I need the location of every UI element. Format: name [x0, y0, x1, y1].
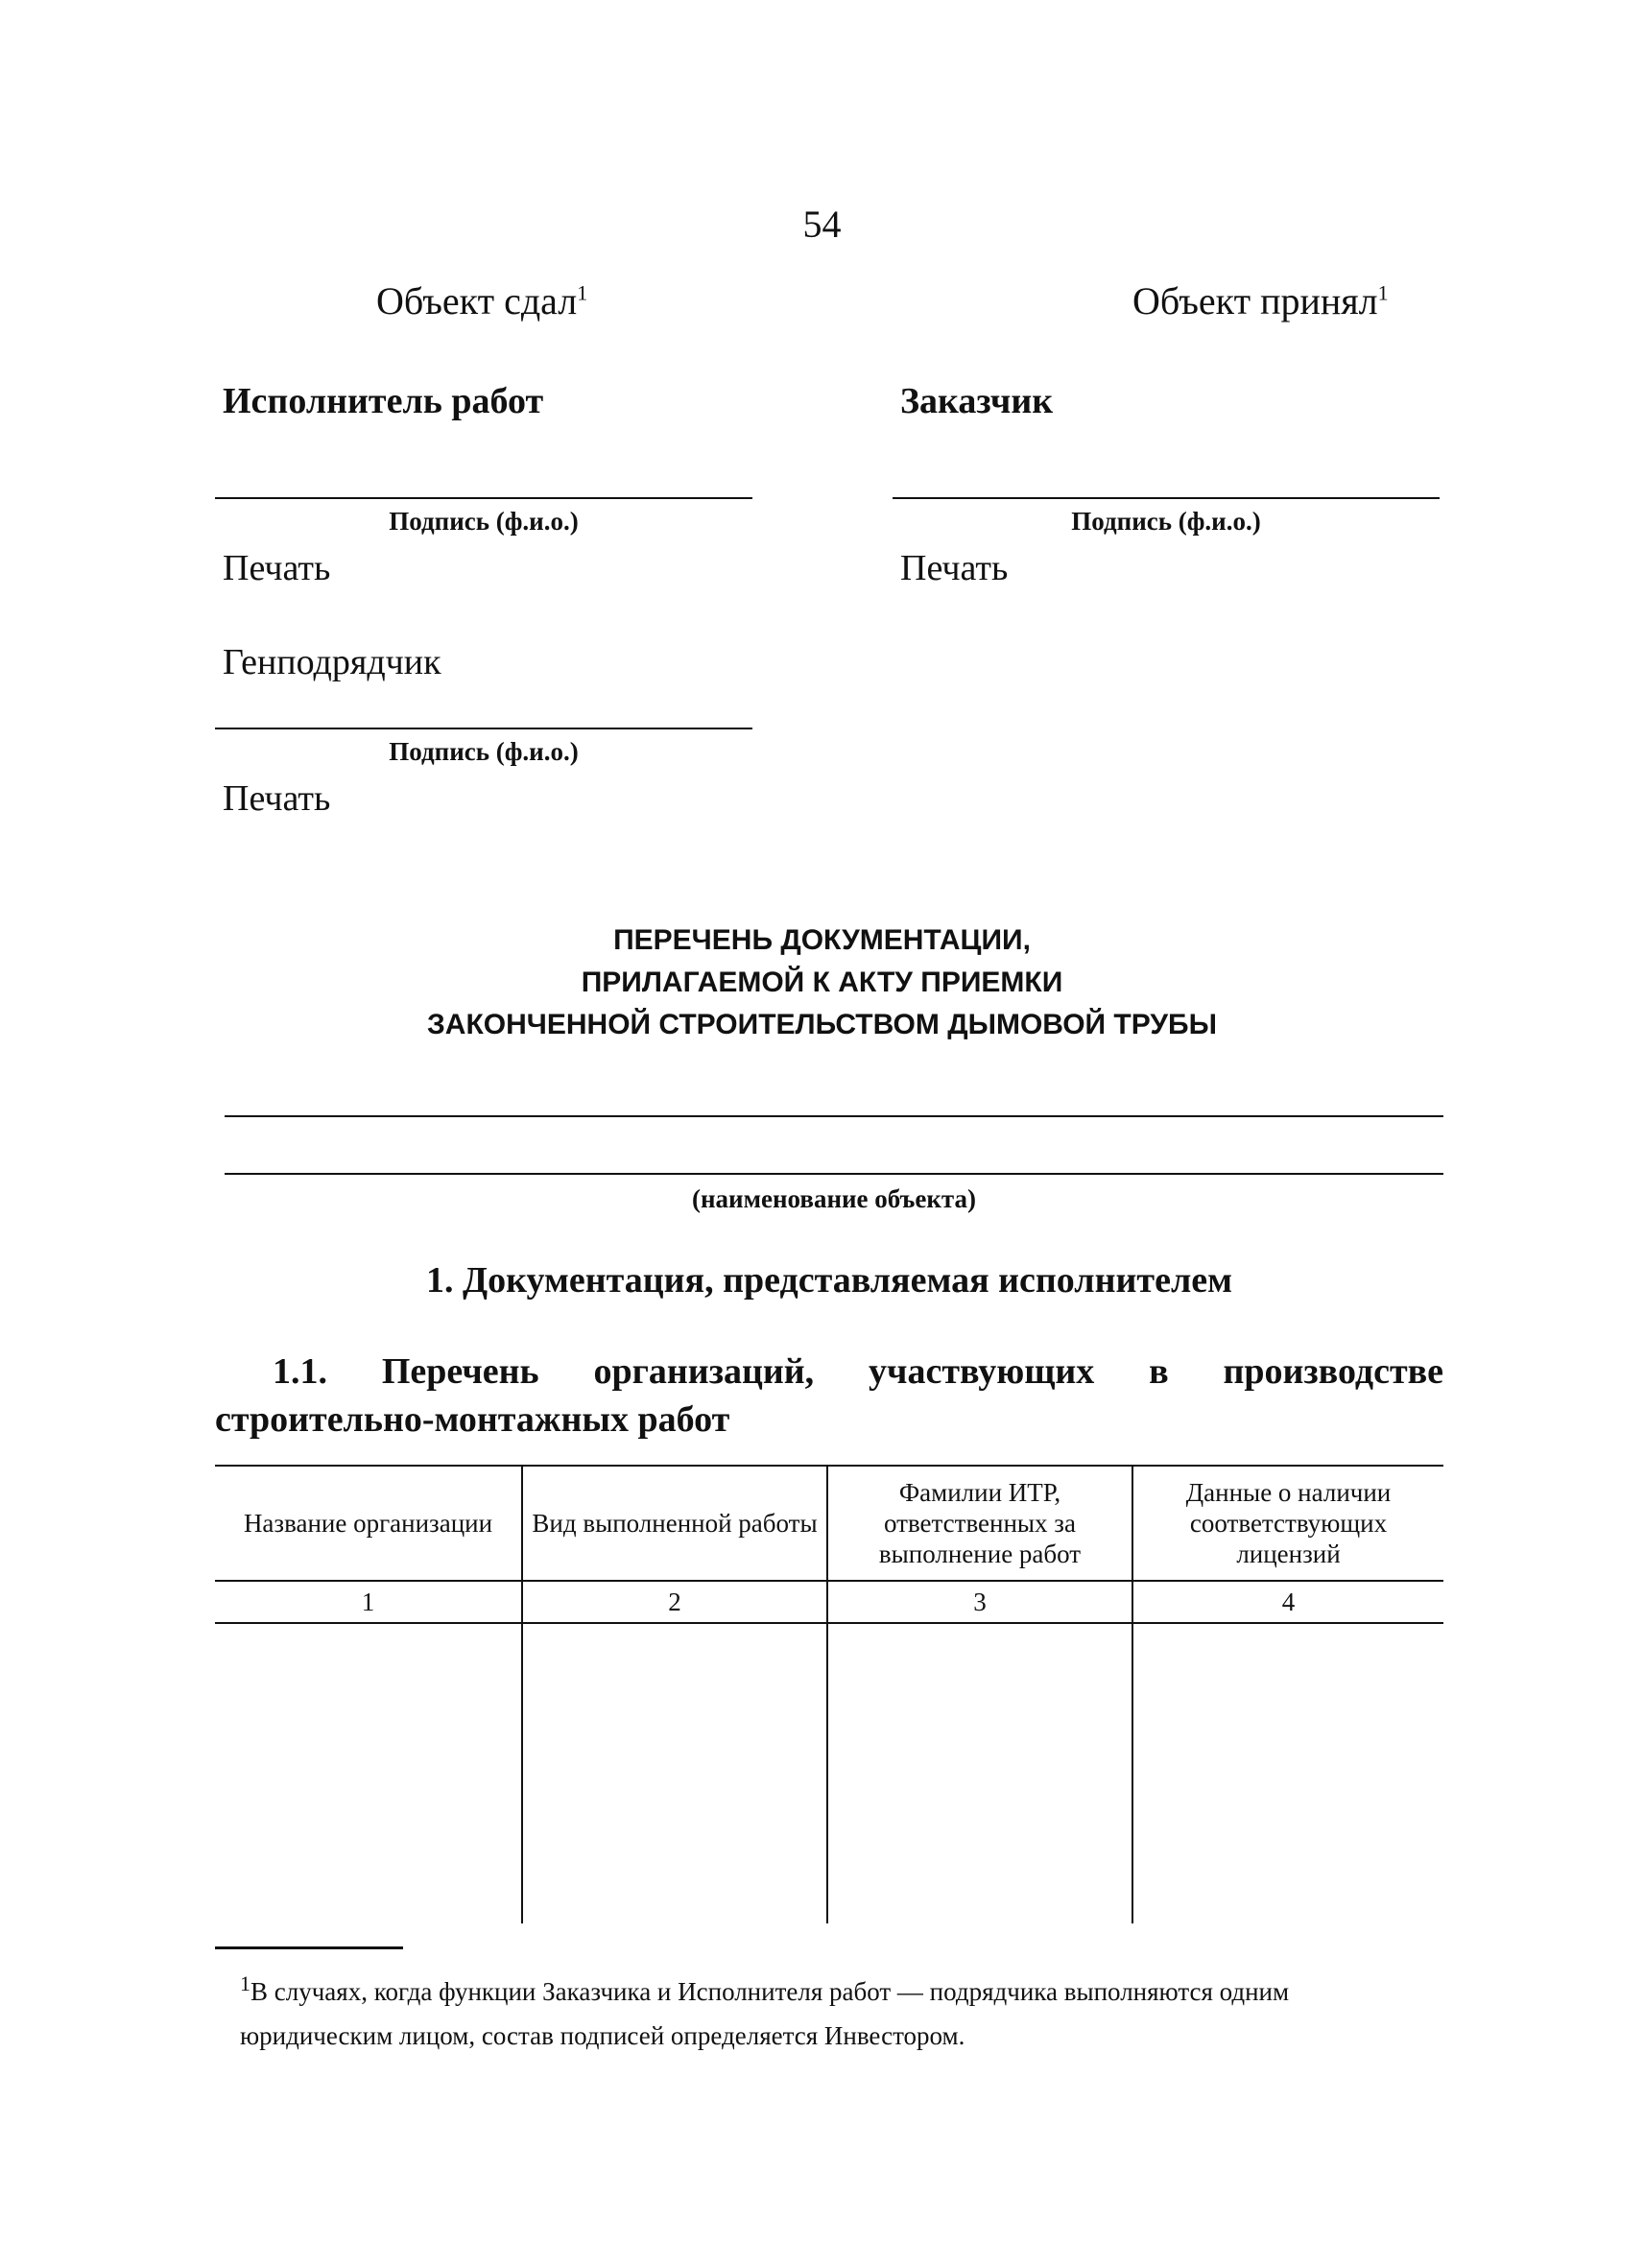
column-number: 1	[215, 1581, 522, 1623]
organizations-table	[215, 1465, 1443, 1923]
title-line-3: ЗАКОНЧЕННОЙ СТРОИТЕЛЬСТВОМ ДЫМОВОЙ ТРУБЫ	[427, 1009, 1217, 1040]
table-number-row	[215, 1581, 1443, 1623]
object-name-line-2	[225, 1173, 1443, 1175]
footnote	[240, 1962, 1443, 2058]
footnote-mark: 1	[577, 280, 588, 305]
contractor-signature-line	[215, 497, 752, 499]
customer-label: Заказчик	[900, 381, 1054, 421]
contractor-stamp-label: Печать	[223, 548, 331, 588]
footnote-mark: 1	[1377, 280, 1389, 305]
subsection-heading: 1.1. Перечень организаций, участвующих в производстве строительно-монтажных работ	[215, 1351, 1443, 1440]
table-cell	[522, 1623, 827, 1923]
footnote-mark: 1	[240, 1971, 250, 1995]
title-line-1: ПЕРЕЧЕНЬ ДОКУМЕНТАЦИИ,	[613, 924, 1031, 956]
table-cell	[1132, 1623, 1443, 1923]
customer-signature-line	[893, 497, 1440, 499]
customer-signature-caption: Подпись (ф.и.о.)	[1071, 507, 1261, 536]
general-contractor-label: Генподрядчик	[223, 642, 441, 682]
footnote-text: В случаях, когда функции Заказчика и Исполнителя работ — подрядчика выполняются одним юридическим лицом, состав подписей определяется Инвестором.	[240, 1977, 1290, 2050]
general-contractor-signature-caption: Подпись (ф.и.о.)	[389, 737, 579, 766]
header-organization-name: Название организации	[215, 1466, 522, 1581]
document-title	[0, 919, 1644, 1046]
column-number: 3	[827, 1581, 1132, 1623]
handed-over-heading: Объект сдал$^1$	[376, 279, 588, 322]
table-cell	[827, 1623, 1132, 1923]
customer-stamp-label: Печать	[900, 548, 1009, 588]
table-header-row	[215, 1466, 1443, 1581]
table-cell	[215, 1623, 522, 1923]
title-line-2: ПРИЛАГАЕМОЙ К АКТУ ПРИЕМКИ	[581, 967, 1063, 998]
column-number: 2	[522, 1581, 827, 1623]
page-number: 54	[802, 203, 842, 246]
general-contractor-signature-line	[215, 728, 752, 729]
contractor-signature-caption: Подпись (ф.и.о.)	[389, 507, 579, 536]
accepted-heading: Объект принял$^1$	[1132, 279, 1389, 322]
general-contractor-stamp-label: Печать	[223, 778, 331, 819]
object-name-caption: (наименование объекта)	[692, 1184, 976, 1213]
object-name-line-1	[225, 1115, 1443, 1117]
footnote-rule	[215, 1946, 403, 1949]
contractor-label: Исполнитель работ	[223, 381, 544, 421]
section-heading: 1. Документация, представляемая исполнителем	[425, 1260, 1233, 1301]
table-row	[215, 1623, 1443, 1923]
header-licenses: Данные о наличии соответствующих лицензий	[1132, 1466, 1443, 1581]
header-responsible-engineers: Фамилии ИТР, ответственных за выполнение работ	[827, 1466, 1132, 1581]
header-work-type: Вид выполненной работы	[522, 1466, 827, 1581]
column-number: 4	[1132, 1581, 1443, 1623]
